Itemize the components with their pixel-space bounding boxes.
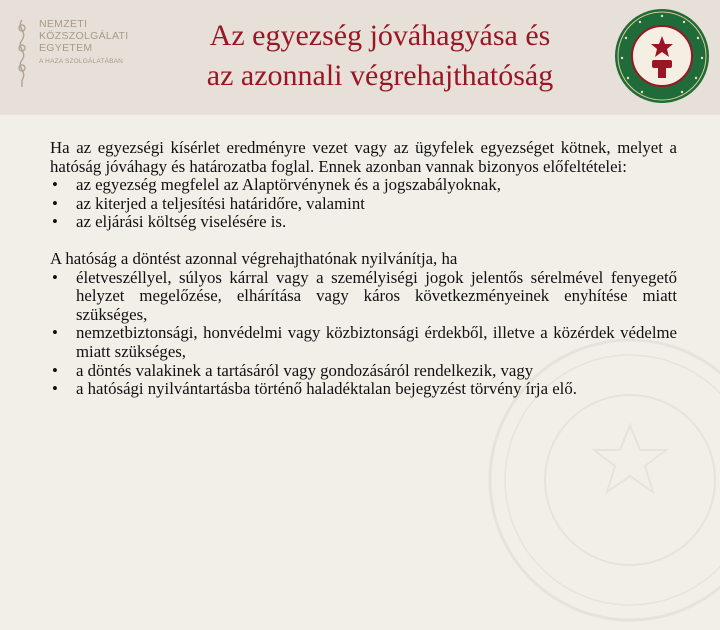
brand-line-3: EGYETEM	[39, 42, 93, 54]
list-item-text: a döntés valakinek a tartásáról vagy gondozásáról rendelkezik, vagy	[76, 360, 534, 380]
university-logo	[12, 18, 152, 88]
list-item	[50, 362, 677, 381]
list-item	[50, 195, 677, 214]
header-band	[0, 0, 720, 115]
list-item-text: az eljárási költség viselésére is.	[76, 212, 287, 232]
slide-title	[150, 16, 610, 96]
title-line-2: az azonnali végrehajthatóság	[206, 59, 554, 92]
logo-ornament-icon	[12, 18, 32, 88]
list-item-text: az egyezség megfelel az Alaptörvénynek és a jogszabályoknak,	[76, 175, 501, 195]
bullet-icon: •	[52, 212, 58, 232]
section1-intro: Ha az egyezségi kísérlet eredményre vezet vagy az ügyfelek egyezséget kötnek, melyet a hatóság jóváhagy és határozatba foglal. Ennek azonban vannak bizonyos előfeltételei:	[50, 138, 677, 176]
list-item	[50, 176, 677, 195]
section-spacer	[50, 232, 677, 250]
bullet-icon: •	[52, 267, 58, 287]
list-item-text: a hatósági nyilvántartásba történő haladéktalan bejegyzést törvény írja elő.	[76, 379, 577, 399]
list-item	[50, 324, 677, 361]
title-line-1: Az egyezség jóváhagyása és	[209, 19, 551, 52]
bullet-icon: •	[52, 193, 58, 213]
list-item	[50, 213, 677, 232]
bullet-icon: •	[52, 175, 58, 195]
brand-line-1: NEMZETI	[39, 18, 88, 30]
slide-body	[50, 139, 677, 399]
list-item-text: az kiterjed a teljesítési határidőre, valamint	[76, 193, 365, 213]
university-seal-icon	[612, 6, 712, 106]
bullet-icon: •	[52, 379, 58, 399]
bullet-icon: •	[52, 360, 58, 380]
section2-intro: A hatóság a döntést azonnal végrehajthatónak nyilvánítja, ha	[50, 248, 458, 268]
university-name	[39, 18, 128, 67]
section2-list	[50, 269, 677, 399]
section1-list	[50, 176, 677, 232]
list-item-text: életveszéllyel, súlyos kárral vagy a személyiségi jogok jelentős sérelmével fenyegető helyzet megelőzése, elhárítása vagy káros következményeinek enyhítése miatt szükséges,	[76, 267, 677, 324]
list-item	[50, 269, 677, 325]
brand-motto: A HAZA SZOLGÁLATÁBAN	[39, 58, 124, 65]
bullet-icon: •	[52, 323, 58, 343]
list-item	[50, 380, 677, 399]
brand-line-2: KÖZSZOLGÁLATI	[39, 30, 129, 42]
list-item-text: nemzetbiztonsági, honvédelmi vagy közbiztonsági érdekből, illetve a közérdek védelme miatt szükséges,	[76, 323, 677, 361]
